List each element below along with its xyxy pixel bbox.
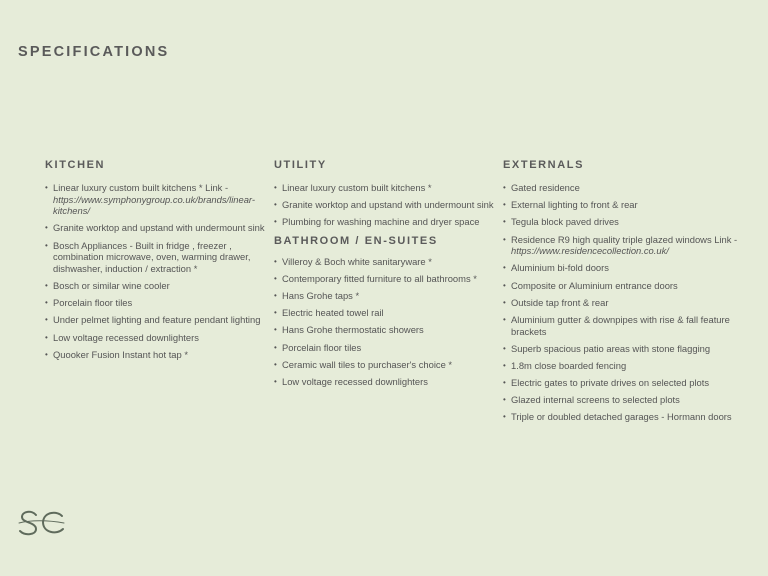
utility-list (274, 182, 494, 228)
spec-item-text: Under pelmet lighting and feature pendant lighting (53, 314, 261, 326)
spec-list-item (274, 182, 494, 194)
spec-list-item (45, 332, 273, 344)
spec-item-text: Aluminium gutter & downpipes with rise & fall feature brackets (511, 313, 730, 337)
spec-item-text: Low voltage recessed downlighters (282, 375, 428, 387)
spec-item-text: Low voltage recessed downlighters (53, 331, 199, 343)
bathroom-list (274, 256, 494, 388)
externals-column (503, 158, 743, 429)
spec-list-item (503, 360, 743, 372)
spec-list-item (274, 199, 494, 211)
spec-list-item (503, 182, 743, 194)
spec-item-text: Gated residence (511, 182, 580, 193)
spec-list-item (45, 314, 273, 326)
spec-list-item (274, 307, 494, 319)
spec-item-text: Linear luxury custom built kitchens * Link - (53, 182, 229, 193)
spec-item-text: Contemporary fitted furniture to all bathrooms * (282, 272, 477, 284)
spec-item-text: Aluminium bi-fold doors (511, 262, 609, 274)
spec-list-item (45, 222, 273, 234)
spec-item-link[interactable]: https://www.symphonygroup.co.uk/brands/linear-kitchens/ (53, 193, 256, 217)
spec-list-item (503, 411, 743, 423)
externals-heading: EXTERNALS (503, 159, 585, 171)
bathroom-heading: BATHROOM / EN-SUITES (274, 234, 438, 247)
spec-item-text: Quooker Fusion Instant hot tap * (53, 348, 188, 360)
spec-list-item (274, 342, 494, 354)
spec-item-text: Tegula block paved drives (511, 216, 619, 228)
spec-item-text: Electric heated towel rail (282, 307, 384, 319)
spec-list-item (503, 280, 743, 292)
utility-column (274, 158, 494, 393)
spec-list-item (503, 343, 743, 355)
spec-list-item (45, 182, 273, 217)
spec-list-item (503, 199, 743, 211)
spec-list-item (274, 359, 494, 371)
spec-item-text: Porcelain floor tiles (282, 341, 362, 353)
page-title: SPECIFICATIONS (18, 44, 170, 60)
utility-heading: UTILITY (274, 159, 327, 171)
externals-list (503, 182, 743, 423)
spec-list-item (503, 314, 743, 337)
spec-list-item (274, 256, 494, 268)
spec-item-text: Villeroy & Boch white sanitaryware * (282, 255, 432, 267)
spec-list-item (45, 297, 273, 309)
spec-item-text: Hans Grohe taps * (282, 289, 360, 301)
spec-item-text: Bosch or similar wine cooler (53, 279, 170, 291)
spec-item-text: Ceramic wall tiles to purchaser's choice * (282, 358, 453, 370)
spec-item-link[interactable]: https://www.residencecollection.co.uk/ (511, 245, 669, 257)
spec-list-item (274, 290, 494, 302)
spec-list-item (274, 376, 494, 388)
spec-list-item (503, 262, 743, 274)
spec-list-item (274, 273, 494, 285)
spec-item-text: Plumbing for washing machine and dryer space (282, 216, 480, 228)
sc-logo-icon (16, 508, 68, 538)
spec-item-text: 1.8m close boarded fencing (511, 359, 627, 371)
kitchen-list (45, 182, 273, 360)
spec-list-item (503, 297, 743, 309)
spec-item-text: Residence R9 high quality triple glazed windows Link - (511, 233, 738, 245)
spec-item-text: Hans Grohe thermostatic showers (282, 324, 424, 336)
spec-list-item (274, 216, 494, 228)
spec-item-text: External lighting to front & rear (511, 199, 638, 211)
spec-item-text: Electric gates to private drives on selected plots (511, 377, 710, 389)
spec-item-text: Linear luxury custom built kitchens * (282, 182, 432, 193)
spec-item-text: Porcelain floor tiles (53, 297, 133, 309)
spec-list-item (503, 234, 743, 257)
spec-list-item (45, 240, 273, 275)
spec-item-text: Granite worktop and upstand with undermount sink (53, 222, 265, 234)
spec-list-item (274, 324, 494, 336)
spec-item-text: Superb spacious patio areas with stone flagging (511, 342, 711, 354)
spec-list-item (45, 349, 273, 361)
kitchen-column (45, 158, 273, 366)
spec-item-text: Glazed internal screens to selected plots (511, 394, 680, 406)
spec-item-text: Triple or doubled detached garages - Hormann doors (511, 411, 732, 423)
spec-item-text: Composite or Aluminium entrance doors (511, 279, 678, 291)
spec-item-text: Granite worktop and upstand with undermount sink (282, 199, 494, 211)
spec-list-item (503, 377, 743, 389)
spec-list-item (503, 216, 743, 228)
spec-item-text: Outside tap front & rear (511, 296, 609, 308)
spec-item-text: Bosch Appliances - Built in fridge , freezer , combination microwave, oven, warming drawer, dishwasher, induction / extraction * (53, 239, 251, 274)
spec-list-item (45, 280, 273, 292)
kitchen-heading: KITCHEN (45, 159, 106, 171)
spec-list-item (503, 394, 743, 406)
